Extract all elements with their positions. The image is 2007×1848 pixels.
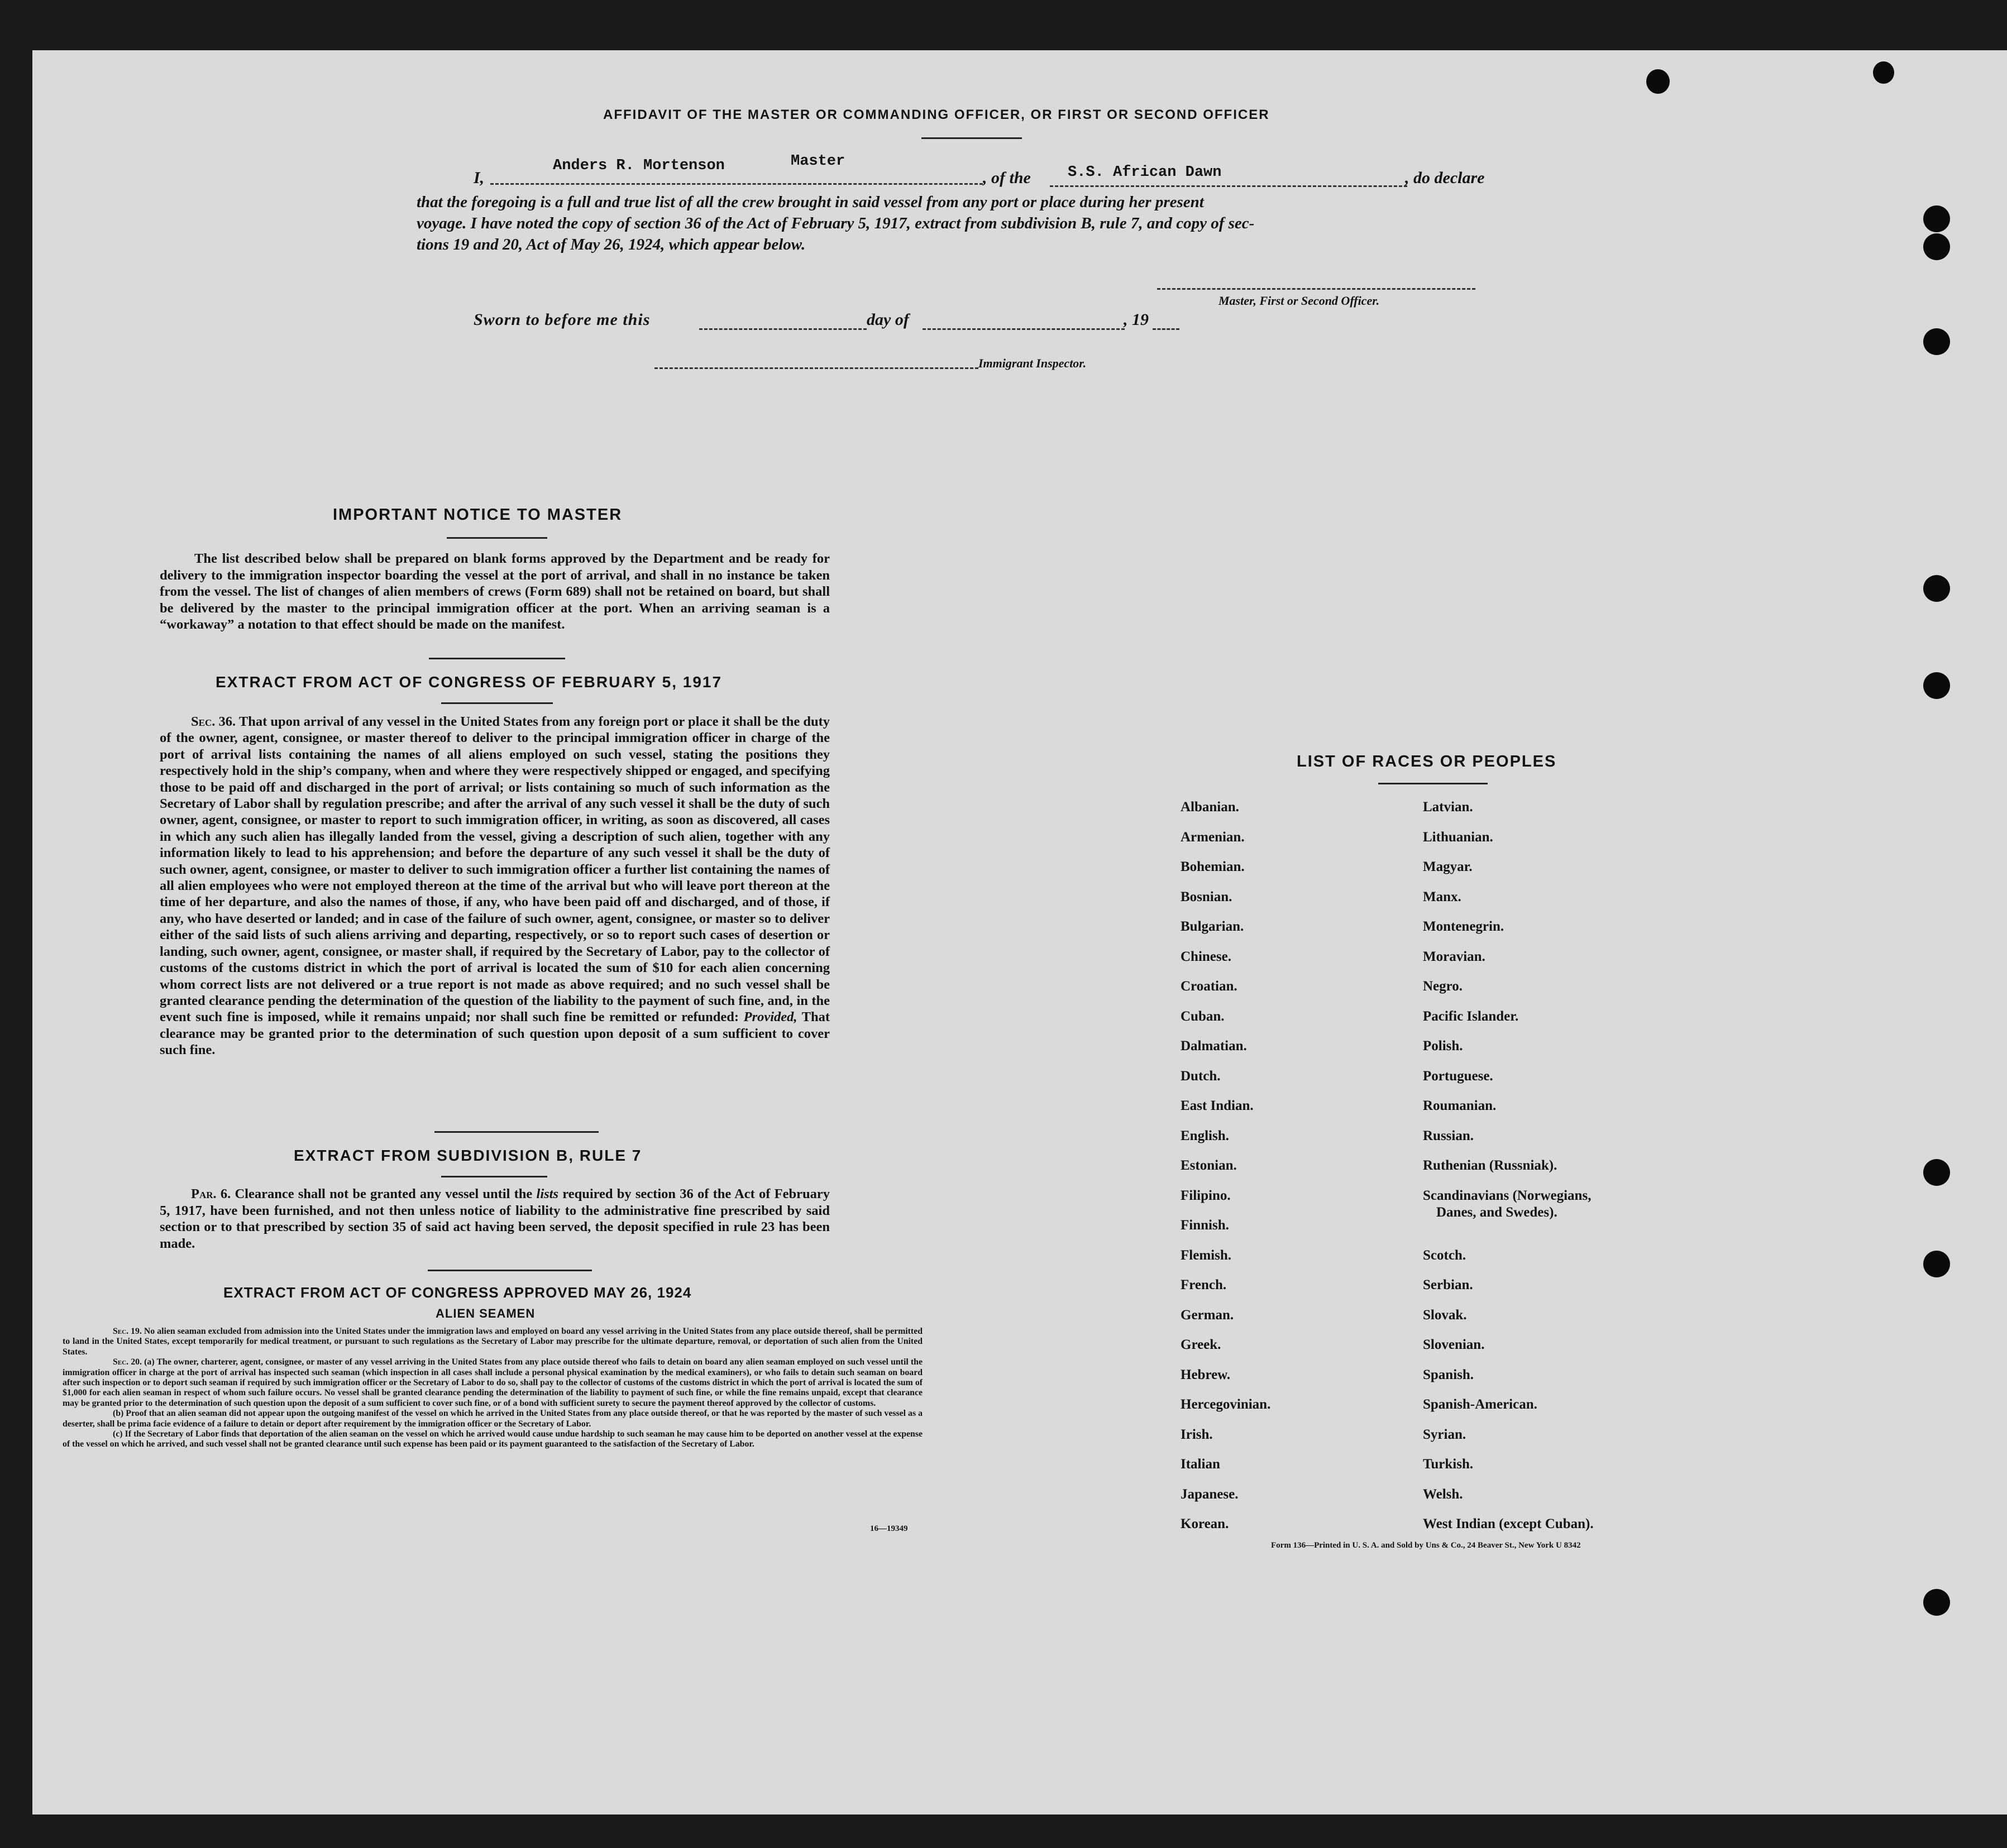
punch-hole — [1646, 69, 1670, 94]
race-left-item: Bulgarian. — [1181, 919, 1244, 934]
sworn-date-line — [699, 328, 867, 330]
extract-1924-text — [63, 1327, 923, 1450]
signature-line — [1157, 288, 1475, 290]
race-right-item: Roumanian. — [1423, 1098, 1497, 1113]
par-6-label: Par. 6. — [191, 1186, 231, 1201]
punch-hole — [1923, 672, 1950, 699]
sec-36-body: That upon arrival of any vessel in the United States from any foreign port or place it shall be the duty of the owner, agent, consignee, or master thereof to deliver to the principal immigration officer in charge of the port of arrival lists containing the names of all aliens employed on such vessel, stating the positions they respectively hold in the ship’s company, when and where they were respectively shipped or engaged, and specifying those to be paid off and discharged in the port of arrival; or lists containing so much of such information as the Secretary of Labor shall by regulation prescribe; and after the arrival of any such vessel it shall be the duty of such owner, agent, consignee, or master to report to such immigration officer, in writing, as soon as discovered, all cases in which any such alien has illegally landed from the vessel, giving a description of such alien, together with any information likely to lead to his apprehension; and before the departure of any such vessel it shall be the duty of such owner, agent, consignee, or master to deliver to such immigration officer a further list containing the names of all alien employees who were not employed thereon at the time of the arrival but who will leave port thereon at the time of her departure, and also the names of those, if any, who have been paid off and discharged, and of those, if any, who have deserted or landed; and in case of the failure of such owner, agent, consignee, or master so to deliver either of the said lists of such aliens arriving and departing, respectively, or so to report such cases of desertion or landing, such owner, agent, consignee, or master shall, if required by the Secretary of Labor, pay to the collector of customs of the customs district in which the port of arrival is located the sum of $10 for each alien concerning whom correct lists are not delivered or a true report is not made as above required; and no such vessel shall be granted clearance pending the determination of the question of the liability to the payment of such fine, and, in the event such fine is imposed, while it remains unpaid; nor shall such fine be remitted or refunded: — [160, 714, 830, 1025]
race-right-continuation: Danes, and Swedes). — [1436, 1205, 1557, 1220]
provided-word: Provided, — [743, 1009, 797, 1025]
race-left-item: Irish. — [1181, 1426, 1213, 1442]
race-left-item: English. — [1181, 1128, 1229, 1143]
extract-1917-underline — [441, 702, 553, 704]
race-right-item: Latvian. — [1423, 799, 1473, 815]
race-left-item: Cuban. — [1181, 1008, 1225, 1024]
sworn-label: Sworn to before me this — [474, 310, 651, 329]
race-left-item: Flemish. — [1181, 1247, 1231, 1263]
race-right-item: Turkish. — [1423, 1457, 1474, 1472]
punch-hole — [1923, 328, 1950, 355]
rule-7-body-b: required by section 36 of the Act of February 5, 1917, have been furnished, and not then unless notice of liability to the administrative fine prescribed by said section or to that prescribed by section 35 of said act having been served, the deposit specified in rule 23 has been made. — [160, 1186, 830, 1251]
race-left-item: Croatian. — [1181, 979, 1237, 994]
notice-underline — [447, 537, 547, 539]
race-right-item: Negro. — [1423, 979, 1463, 994]
punch-hole — [1923, 575, 1950, 602]
race-left-item: Estonian. — [1181, 1158, 1237, 1173]
race-right-item: Spanish-American. — [1423, 1397, 1537, 1412]
alien-seamen-subtitle: ALIEN SEAMEN — [436, 1306, 536, 1320]
extract-1917-title: EXTRACT FROM ACT OF CONGRESS OF FEBRUARY 5, 1917 — [216, 673, 723, 691]
race-left-item: Korean. — [1181, 1516, 1229, 1531]
race-left-item: German. — [1181, 1307, 1234, 1323]
race-left-item: Bohemian. — [1181, 859, 1245, 874]
vessel-name-line — [1050, 185, 1407, 187]
race-left-item: Greek. — [1181, 1337, 1221, 1352]
race-right-item: Moravian. — [1423, 949, 1485, 964]
sec-20c-paragraph: (c) If the Secretary of Labor finds that deportation of the alien seaman on the vessel on which he arrived would cause undue hardship to such seaman he may cause him to be deported on another vessel at the expense of the vessel on which he arrived, and such vessel shall not be granted clearance until such expense has been paid or its payment guaranteed to the satisfaction of the Secretary of Labor. — [63, 1429, 923, 1449]
extract-1917-divider — [434, 1131, 599, 1133]
year-prefix: , 19 — [1124, 310, 1149, 329]
punch-hole — [1873, 61, 1894, 84]
race-left-item: Bosnian. — [1181, 889, 1232, 904]
race-left-item: East Indian. — [1181, 1098, 1254, 1113]
extract-1917-text — [160, 714, 830, 1059]
form-note: Form 136—Printed in U. S. A. and Sold by Uns & Co., 24 Beaver St., New York U 8342 — [1271, 1541, 1581, 1550]
race-right-item: Ruthenian (Russniak). — [1423, 1158, 1557, 1173]
race-left-item: Hercegovinian. — [1181, 1397, 1271, 1412]
race-left-item: Finnish. — [1181, 1218, 1229, 1233]
race-right-item: Portuguese. — [1423, 1068, 1493, 1084]
race-left-item: Japanese. — [1181, 1486, 1239, 1502]
race-right-item: Welsh. — [1423, 1486, 1463, 1502]
affidavit-title: AFFIDAVIT OF THE MASTER OR COMMANDING OFFICER, OR FIRST OR SECOND OFFICER — [603, 107, 1270, 122]
notice-text: The list described below shall be prepared on blank forms approved by the Department and be ready for delivery to the immigration inspector boarding the vessel at the port of arrival, and shall in no instance be taken from the vessel. The list of changes of alien members of crews (Form 689) shall not be retained on board, but shall be delivered by the master to the principal immigration officer at the port. When an arriving seaman is a “workaway” a notation to that effect should be made on the manifest. — [160, 551, 830, 632]
rule-7-text — [160, 1186, 830, 1252]
affidavit-line-2: voyage. I have noted the copy of section 36 of the Act of February 5, 1917, extract from subdivision B, rule 7, and copy of sec- — [417, 214, 1255, 232]
title-underline — [921, 137, 1022, 139]
notice-title: IMPORTANT NOTICE TO MASTER — [333, 506, 623, 524]
punch-hole — [1923, 205, 1950, 232]
race-right-item: Pacific Islander. — [1423, 1008, 1519, 1024]
vessel-name: S.S. African Dawn — [1068, 164, 1222, 181]
race-right-item: Slovak. — [1423, 1307, 1467, 1323]
master-name: Anders R. Mortenson — [553, 157, 725, 174]
race-left-item: Chinese. — [1181, 949, 1231, 964]
sec-36-label: Sec. 36. — [191, 714, 236, 729]
race-left-item: Hebrew. — [1181, 1367, 1231, 1382]
do-declare: , do declare — [1405, 169, 1485, 187]
race-right-item: Russian. — [1423, 1128, 1474, 1143]
sworn-month-line — [923, 328, 1125, 330]
race-left-item: Filipino. — [1181, 1188, 1231, 1203]
race-left-item: Albanian. — [1181, 799, 1239, 815]
race-right-item: Manx. — [1423, 889, 1461, 904]
race-right-item: Scotch. — [1423, 1247, 1466, 1263]
races-underline — [1378, 783, 1488, 784]
race-right-item: Serbian. — [1423, 1277, 1473, 1292]
punch-hole — [1923, 1251, 1950, 1277]
inspector-caption: Immigrant Inspector. — [978, 356, 1087, 370]
master-name-line — [490, 183, 983, 185]
day-of-label: day of — [867, 310, 909, 329]
race-right-item: Scandinavians (Norwegians, — [1423, 1188, 1592, 1203]
race-right-item: West Indian (except Cuban). — [1423, 1516, 1594, 1531]
master-rank: Master — [791, 153, 845, 170]
inspector-line — [654, 367, 978, 369]
sec-20a-paragraph — [63, 1357, 923, 1409]
race-left-item: Italian — [1181, 1457, 1220, 1472]
sec-36-end: That clearance may be granted prior to the determination of such question upon deposit of a sum sufficient to cover such fine. — [160, 1009, 830, 1058]
race-right-item: Polish. — [1423, 1038, 1463, 1054]
rule-7-divider — [428, 1270, 592, 1271]
sec-19-paragraph — [63, 1327, 923, 1357]
i-label: I, — [474, 169, 485, 187]
race-left-item: Dalmatian. — [1181, 1038, 1247, 1054]
sec-19-label: Sec. 19. — [113, 1327, 142, 1336]
race-right-item: Syrian. — [1423, 1426, 1466, 1442]
punch-hole — [1923, 233, 1950, 260]
extract-1924-title: EXTRACT FROM ACT OF CONGRESS APPROVED MAY 26, 1924 — [223, 1284, 692, 1301]
rule-7-body-a: Clearance shall not be granted any vessel until the — [235, 1186, 533, 1201]
lists-word: lists — [536, 1186, 559, 1201]
race-right-item: Spanish. — [1423, 1367, 1474, 1382]
punch-hole — [1923, 1589, 1950, 1616]
notice-divider — [429, 658, 565, 659]
sec-19-body: No alien seaman excluded from admission into the United States under the immigration laws and employed on board any vessel arriving in the United States from any place outside thereof, shall be permitted to land in the United States, except temporarily for medical treatment, or pursuant to such regulations as the Secretary of Labor may prescribe for the ultimate departure, removal, or deportation of such alien from the United States. — [63, 1327, 923, 1357]
sec-20a-body: (a) The owner, charterer, agent, consignee, or master of any vessel arriving in the United States from any place outside thereof who fails to detain on board any alien seaman employed on such vessel until the immigration officer in charge at the port of arrival has inspected such seaman (which inspection in all cases shall include a personal physical examination by the medical examiners), or who fails to detain such seaman on board after such inspection or to deport such seaman if required by such immigration officer or the Secretary of Labor to do so, shall pay to the collector of customs of the customs district in which the port of arrival is located the sum of $1,000 for each alien seaman in respect of whom such failure occurs. No vessel shall be granted clearance pending the determination of the liability to payment of such fine, or while the fine remains unpaid, except that clearance may be granted prior to the determination of such question upon the deposit of a sum sufficient to cover such fine, or of a bond with sufficient surety to secure the payment thereof approved by the collector of customs. — [63, 1357, 923, 1408]
affidavit-line-3: tions 19 and 20, Act of May 26, 1924, which appear below. — [417, 236, 806, 253]
race-right-item: Magyar. — [1423, 859, 1473, 874]
punch-hole — [1923, 1159, 1950, 1186]
affidavit-line-1: that the foregoing is a full and true list of all the crew brought in said vessel from any port or place during her present — [417, 193, 1204, 211]
rule-7-title: EXTRACT FROM SUBDIVISION B, RULE 7 — [294, 1147, 642, 1164]
print-code: 16—19349 — [870, 1524, 908, 1533]
year-line — [1153, 328, 1179, 330]
sec-20-label: Sec. 20. — [113, 1357, 142, 1367]
race-left-item: French. — [1181, 1277, 1227, 1292]
signature-caption: Master, First or Second Officer. — [1218, 294, 1380, 308]
race-right-item: Montenegrin. — [1423, 919, 1504, 934]
race-left-item: Dutch. — [1181, 1068, 1221, 1084]
rule-7-underline — [441, 1176, 547, 1177]
race-right-item: Slovenian. — [1423, 1337, 1485, 1352]
of-the-label: , of the — [983, 169, 1031, 187]
race-right-item: Lithuanian. — [1423, 829, 1493, 845]
sec-20b-paragraph: (b) Proof that an alien seaman did not appear upon the outgoing manifest of the vessel on which he arrived in the United States from any place outside thereof, or that he was reported by the master of such vessel as a deserter, shall be prima facie evidence of a failure to detain or deport after requirement by the immigration officer or the Secretary of Labor. — [63, 1409, 923, 1429]
race-left-item: Armenian. — [1181, 829, 1245, 845]
races-title: LIST OF RACES OR PEOPLES — [1297, 753, 1557, 770]
